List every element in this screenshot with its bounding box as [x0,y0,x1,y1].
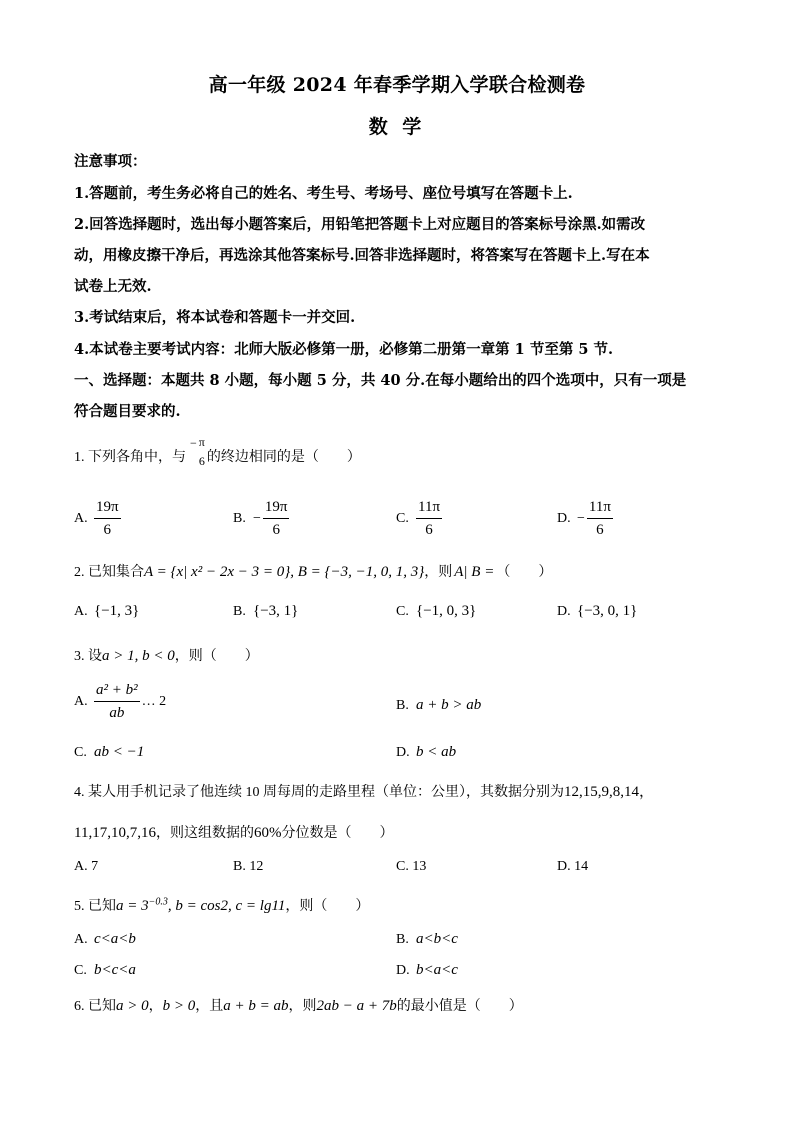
option-fraction [587,500,613,538]
option-text: a + b > ab [416,697,482,713]
notice-item-4: 4.本试卷主要考试内容：北师大版必修第一册，必修第二册第一章第 1 节至第 5 节. [74,341,614,358]
question-4-text-2: ，则这组数据的 [155,826,254,841]
option-letter: D. [396,963,410,978]
option-text: 14 [574,859,589,874]
question-2-prefix: 2. 已知集合 [74,565,144,580]
question-1-prefix: 1. 下列各角中，与 [74,449,186,465]
question-1-option-a[interactable] [74,500,121,538]
question-2-mid: ，则 [424,565,453,580]
option-text: {−1, 0, 3} [416,603,477,619]
fraction-num: a² + b² [94,683,140,702]
question-1-angle-sign: − [190,436,197,450]
option-text: 7 [91,859,99,874]
question-6-suffix: 的最小值是（ ） [396,999,523,1014]
question-1-suffix: 的终边相同的是（ ） [206,449,361,465]
option-fraction [263,500,290,538]
question-1-option-c[interactable] [396,500,442,538]
question-6-expr: 2ab − a + 7b [316,998,397,1014]
option-letter: B. [233,604,246,619]
notice-item-2-line-1: 2.回答选择题时，选出每小题答案后，用铅笔把答题卡上对应题目的答案标号涂黑.如需改 [74,216,646,233]
question-1-angle [197,436,207,467]
question-3-suffix: ，则（ ） [174,649,259,664]
option-fraction [416,500,442,538]
option-fraction [94,683,140,721]
question-6-cond-3: a + b = ab [223,998,289,1014]
option-letter: C. [396,604,409,619]
question-2-set-b: , B = {−3, −1, 0, 1, 3} [290,564,425,580]
notice-item-2-line-2: 动，用橡皮擦干净后，再选涂其他答案标号.回答非选择题时，将答案写在答题卡上.写在本 [74,247,650,264]
question-4-option-d[interactable] [557,859,588,875]
question-5-option-b[interactable] [396,931,458,948]
question-5-expr-a: a = 3 [116,898,149,914]
option-text: 13 [412,859,427,874]
question-3-prefix: 3. 设 [74,649,102,664]
question-2 [74,561,552,581]
notice-item-2-line-3: 试卷上无效. [74,278,152,295]
fraction-den: 6 [272,522,280,538]
question-6-sep-3: ，则 [288,999,317,1014]
question-1-option-d[interactable] [557,500,613,538]
notice-item-1: 1.答题前，考生务必将自己的姓名、考生号、考场号、座位号填写在答题卡上. [74,185,573,202]
fraction-den: ab [109,705,125,721]
question-4-data-1: 12,15,9,8,14， [564,784,655,800]
fraction-num: 11π [587,500,613,519]
option-letter: B. [396,932,409,947]
option-letter: C. [74,745,87,760]
fraction-den: 6 [103,522,112,538]
option-letter: A. [74,511,88,526]
fraction-den: 6 [425,522,433,538]
question-1 [74,435,361,471]
question-2-option-b[interactable] [233,603,298,620]
question-6-cond-2: b > 0 [162,998,196,1014]
question-2-option-d[interactable] [557,603,637,620]
question-4-line-1 [74,780,654,801]
fraction-num: 19π [94,500,121,519]
question-4-tail: 分位数是（ ） [281,826,394,841]
question-5-option-c[interactable] [74,962,136,979]
option-text: b<c<a [94,962,136,978]
fraction-num: 11π [416,500,442,519]
option-letter: A. [74,694,88,709]
notice-item-3: 3.考试结束后，将本试卷和答题卡一并交回. [74,309,356,326]
option-letter: A. [74,604,88,619]
question-4-option-c[interactable] [396,859,426,875]
question-2-option-c[interactable] [396,603,476,620]
option-text: ab < −1 [94,744,145,760]
option-sign: − [253,511,261,526]
option-text: b<a<c [416,962,458,978]
question-6 [74,995,523,1015]
section-heading-line-2: 符合题目要求的. [74,403,181,420]
option-text: {−1, 3} [94,603,140,619]
question-3-option-a[interactable] [74,683,166,721]
subject-title: 数 学 [368,116,426,138]
question-5-exponent: −0.3 [148,896,168,908]
question-2-suffix: （ ） [496,565,553,580]
notice-heading: 注意事项： [74,153,147,170]
option-text: 12 [249,859,264,874]
option-fraction [94,500,121,538]
question-5-expr-rest: , b = cos2, c = lg11 [167,898,286,914]
option-letter: D. [396,745,410,760]
fraction-den: 6 [596,522,604,538]
question-6-prefix: 6. 已知 [74,999,116,1014]
question-2-option-a[interactable] [74,603,139,620]
question-1-angle-den: 6 [198,454,205,468]
option-text: c<a<b [94,931,136,947]
question-5-suffix: ，则（ ） [285,899,370,914]
section-heading-line-1: 一、选择题：本题共 8 小题，每小题 5 分，共 40 分.在每小题给出的四个选项中，只有一项是 [74,372,687,389]
question-6-sep-1: ， [148,999,163,1014]
option-text: b < ab [416,744,457,760]
question-2-expr: A| B = [454,564,495,580]
question-4-text: 4. 某人用手机记录了他连续 10 周每周的走路里程（单位：公里），其数据分别为 [74,785,564,800]
option-letter: D. [557,511,571,526]
option-text: {−3, 1} [253,603,299,619]
question-4-percent: 60% [253,825,282,841]
option-letter: A. [74,932,88,947]
question-3-option-d[interactable] [396,744,456,761]
option-letter: C. [396,511,409,526]
fraction-num: 19π [263,500,290,519]
question-5-option-a[interactable] [74,931,136,948]
question-1-option-b[interactable] [233,500,289,538]
option-letter: B. [233,511,246,526]
question-1-angle-num: π [198,435,205,449]
question-3 [74,645,259,665]
option-letter: B. [233,859,246,874]
option-letter: C. [74,963,87,978]
question-5-prefix: 5. 已知 [74,899,116,914]
question-4-option-a[interactable] [74,859,98,875]
option-letter: A. [74,859,88,874]
option-letter: B. [396,698,409,713]
question-3-option-c[interactable] [74,744,144,761]
option-letter: D. [557,859,571,874]
option-text: {−3, 0, 1} [577,603,638,619]
option-text: a<b<c [416,931,458,947]
question-6-cond-1: a > 0 [116,998,149,1014]
option-letter: C. [396,859,409,874]
question-4-line-2 [74,822,393,842]
question-2-set-a: A = {x| x² − 2x − 3 = 0} [144,564,291,580]
question-4-option-b[interactable] [233,859,263,875]
option-tail: … 2 [141,694,167,709]
question-6-sep-2: ，且 [195,999,224,1014]
option-letter: D. [557,604,571,619]
question-5-option-d[interactable] [396,962,458,979]
question-3-condition: a > 1, b < 0 [102,648,175,664]
question-3-option-b[interactable] [396,697,481,714]
question-4-data-2: 11,17,10,7,16 [74,825,156,841]
exam-title: 高一年级 2024 年春季学期入学联合检测卷 [208,74,586,96]
question-5 [74,895,369,915]
option-sign: − [577,511,585,526]
